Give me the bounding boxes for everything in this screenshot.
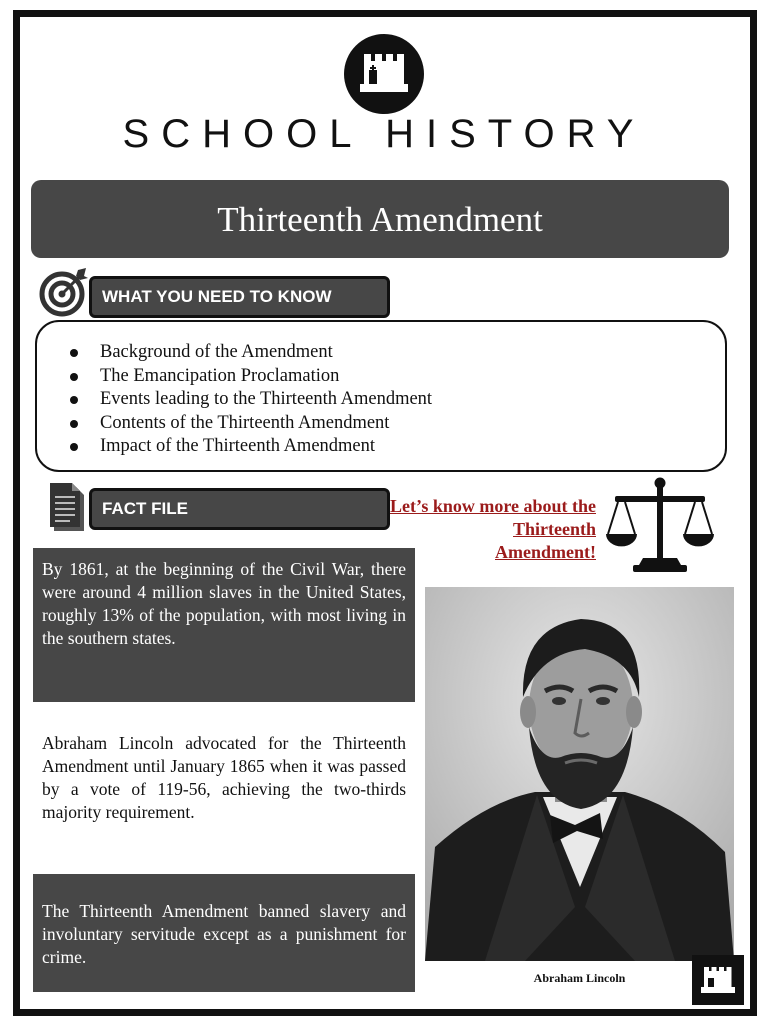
what-you-need-to-know-box [35,320,727,472]
castle-icon [344,34,424,114]
fact-box [33,548,415,702]
fact-text: The Thirteenth Amendment banned slavery and involuntary servitude except as a punishment for crime. [42,901,406,967]
page-title: Thirteenth Amendment [31,180,729,258]
list-item: Impact of the Thirteenth Amendment [37,435,725,459]
list-item: Contents of the Thirteenth Amendment [37,412,725,436]
list-item: The Emancipation Proclamation [37,365,725,389]
list-item: Events leading to the Thirteenth Amendment [37,388,725,412]
learn-more-line: Thirteenth [513,519,596,539]
target-icon [38,266,90,318]
what-you-need-to-know-label: WHAT YOU NEED TO KNOW [89,276,390,318]
learn-more-line: Let’s know more about the [390,496,596,516]
topic-list [37,322,725,459]
document-icon [46,481,88,533]
fact-box [33,874,415,992]
portrait-caption: Abraham Lincoln [533,971,626,985]
brand-name: SCHOOL HISTORY [122,112,646,156]
scales-of-justice-icon [605,474,715,574]
learn-more-line: Amendment! [495,542,596,562]
list-item: Background of the Amendment [37,341,725,365]
castle-icon [692,955,744,1005]
portrait-image [425,587,734,961]
fact-text: Abraham Lincoln advocated for the Thirteenth Amendment until January 1865 when it was passed by a vote of 119-56, achieving the two-thirds majority requirement. [42,733,406,822]
fact-file-label: FACT FILE [89,488,390,530]
fact-box [33,722,415,862]
fact-text: By 1861, at the beginning of the Civil War, there were around 4 million slaves in the United States, roughly 13% of the population, with most living in the southern states. [42,559,406,648]
